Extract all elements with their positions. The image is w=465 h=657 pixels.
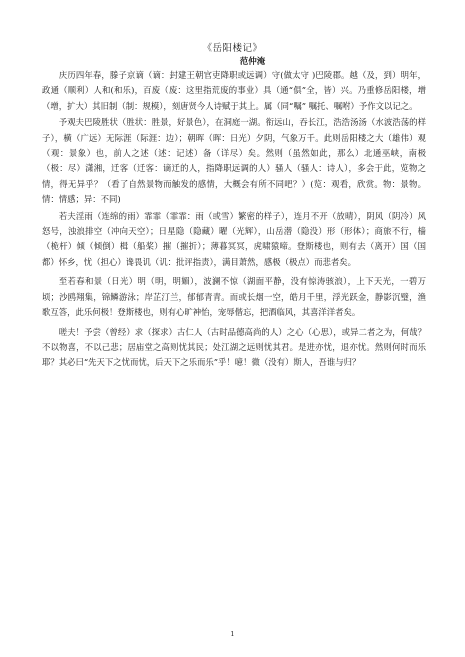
page-number: 1 [230,630,235,638]
paragraph-3: 若夫淫雨（连绵的雨）霏霏（霏霏：雨（或雪）繁密的样子），连月不开（放晴），阴风（阴冷）风怒号，浊浪排空（冲向天空）；日星隐（隐藏）曜（光辉），山岳潜（隐没）形（形体）；商旅不行，樯（桅杆）倾（倾倒）楫（船桨）摧（摧折）；薄暮冥冥，虎啸猿啼。登斯楼也，则有去（离开）国（国都）怀乡，忧（担心）谗畏讥（讥：批评指责），满目萧然，感极（极点）而悲者矣。 [42,210,426,267]
paragraph-5: 嗟夫！予尝（曾经）求（探求）古仁人（古时品德高尚的人）之心（心思），或异二者之为，何哉？不以物喜，不以己悲；居庙堂之高则忧其民；处江湖之远则忧其君。是进亦忧，退亦忧。然则何时而乐耶？其必曰“先天下之忧而忧，后天下之乐而乐”乎！噫！微（没有）斯人，吾谁与归？ [42,326,426,368]
paragraph-2: 予观夫巴陵胜状（胜状：胜景，好景色），在洞庭一湖。衔远山，吞长江，浩浩汤汤（水波浩荡的样子），横（广远）无际涯（际涯：边）；朝晖（晖：日光）夕阴，气象万千。此则岳阳楼之大（雄伟）观（观：景象）也，前人之述（述：记述）备（详尽）矣。然则（虽然如此，那么）北通巫峡，南极（极：尽）潇湘，迁客（迁客：谪迁的人，指降职远调的人）骚人（骚人：诗人），多会于此，览物之情，得无异乎？（看了自然景物而触发的感情，大概会有所不同吧？）(览：观看，欣赏。物：景物。情：情感；异：不同) [42,117,426,205]
paragraph-4: 至若春和景（日光）明（明，明媚），波澜不惊（湖面平静，没有惊涛骇浪），上下天光，一碧万顷；沙鸥翔集，锦鳞游泳；岸芷汀兰，郁郁青青。而或长烟一空，皓月千里，浮光跃金，静影沉璧，渔歌互答，此乐何极！登斯楼也，则有心旷神怡，宠辱偕忘，把酒临风，其喜洋洋者矣。 [42,276,426,318]
document-author: 范仲淹 [239,57,266,67]
paragraph-1: 庆历四年春，滕子京谪（谪：封建王朝官吏降职或远调）守(做太守 )巴陵郡。越（及，到）明年，政通（顺利）人和(和乐)，百废（废：这里指荒废的事业）具（通“俱”全，皆）兴。乃重修岳阳楼，增（增，扩大）其旧制（制：规模），刻唐贤今人诗赋于其上。属（同“嘱” 嘱托、嘱咐）予作文以记之。 [42,70,426,111]
document-body [42,68,426,371]
document-title: 《岳阳楼记》 [202,43,263,54]
